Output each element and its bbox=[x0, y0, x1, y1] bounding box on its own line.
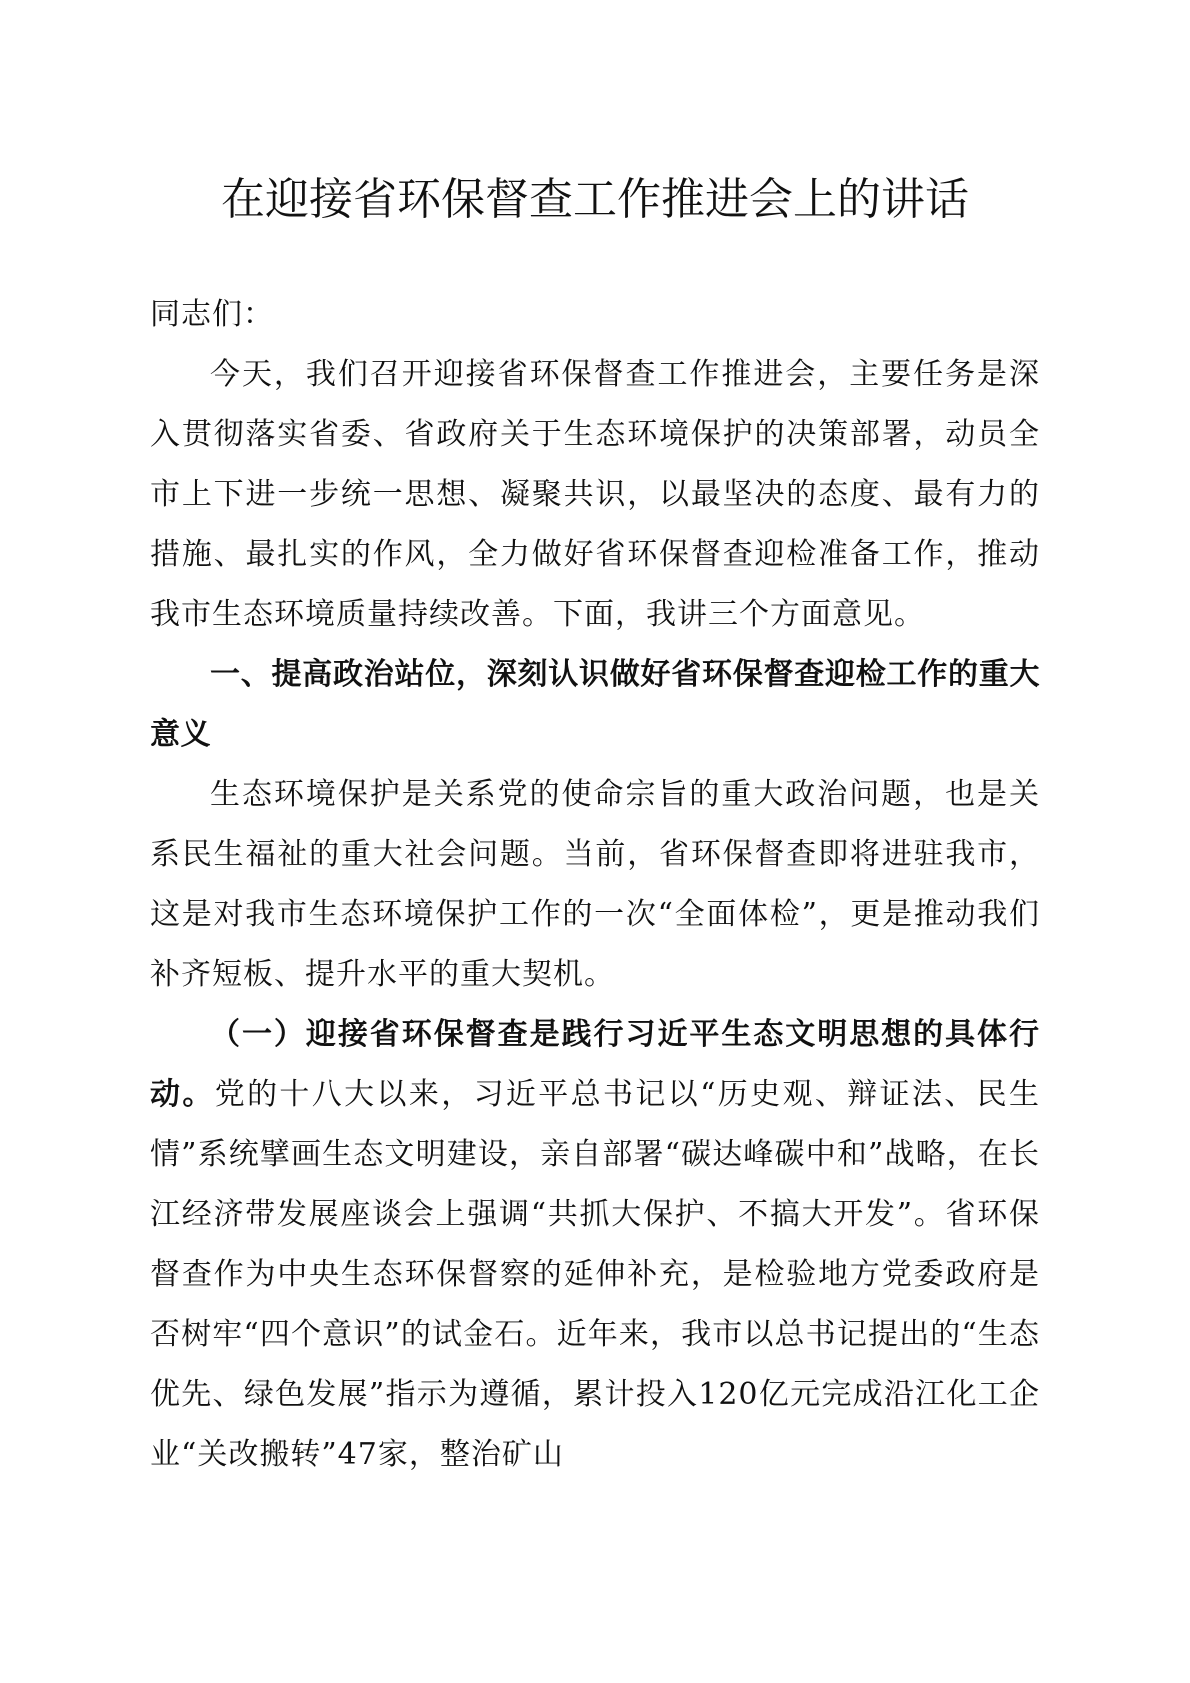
intro-paragraph: 今天，我们召开迎接省环保督查工作推进会，主要任务是深入贯彻落实省委、省政府关于生态环境保护的决策部署，动员全市上下进一步统一思想、凝聚共识，以最坚决的态度、最有力的措施、最扎实的作风，全力做好省环保督查迎检准备工作，推动我市生态环境质量持续改善。下面，我讲三个方面意见。 bbox=[150, 357, 1040, 632]
section-1-paragraph: 生态环境保护是关系党的使命宗旨的重大政治问题，也是关系民生福祉的重大社会问题。当前，省环保督查即将进驻我市，这是对我市生态环境保护工作的一次“全面体检”，更是推动我们补齐短板、提升水平的重大契机。 bbox=[150, 777, 1040, 992]
subsection-1-lead: （一）迎接省环保督查是践行习近平生态文明思想的具体行动。 bbox=[150, 1017, 1040, 1112]
section-heading-1: 一、提高政治站位，深刻认识做好省环保督查迎检工作的重大意义 bbox=[150, 657, 1040, 752]
subsection-1-body: 党的十八大以来，习近平总书记以“历史观、辩证法、民生情”系统擘画生态文明建设，亲自部署“碳达峰碳中和”战略，在长江经济带发展座谈会上强调“共抓大保护、不搞大开发”。省环保督查作为中央生态环保督察的延伸补充，是检验地方党委政府是否树牢“四个意识”的试金石。近年来，我市以总书记提出的“生态优先、绿色发展”指示为遵循，累计投入120亿元完成沿江化工企业“关改搬转”47家，整治矿山 bbox=[150, 1077, 1040, 1472]
document-body bbox=[150, 285, 1040, 1485]
subsection-1-paragraph bbox=[150, 1005, 1040, 1485]
salutation: 同志们： bbox=[150, 297, 274, 332]
document-title: 在迎接省环保督查工作推进会上的讲话 bbox=[221, 174, 969, 225]
